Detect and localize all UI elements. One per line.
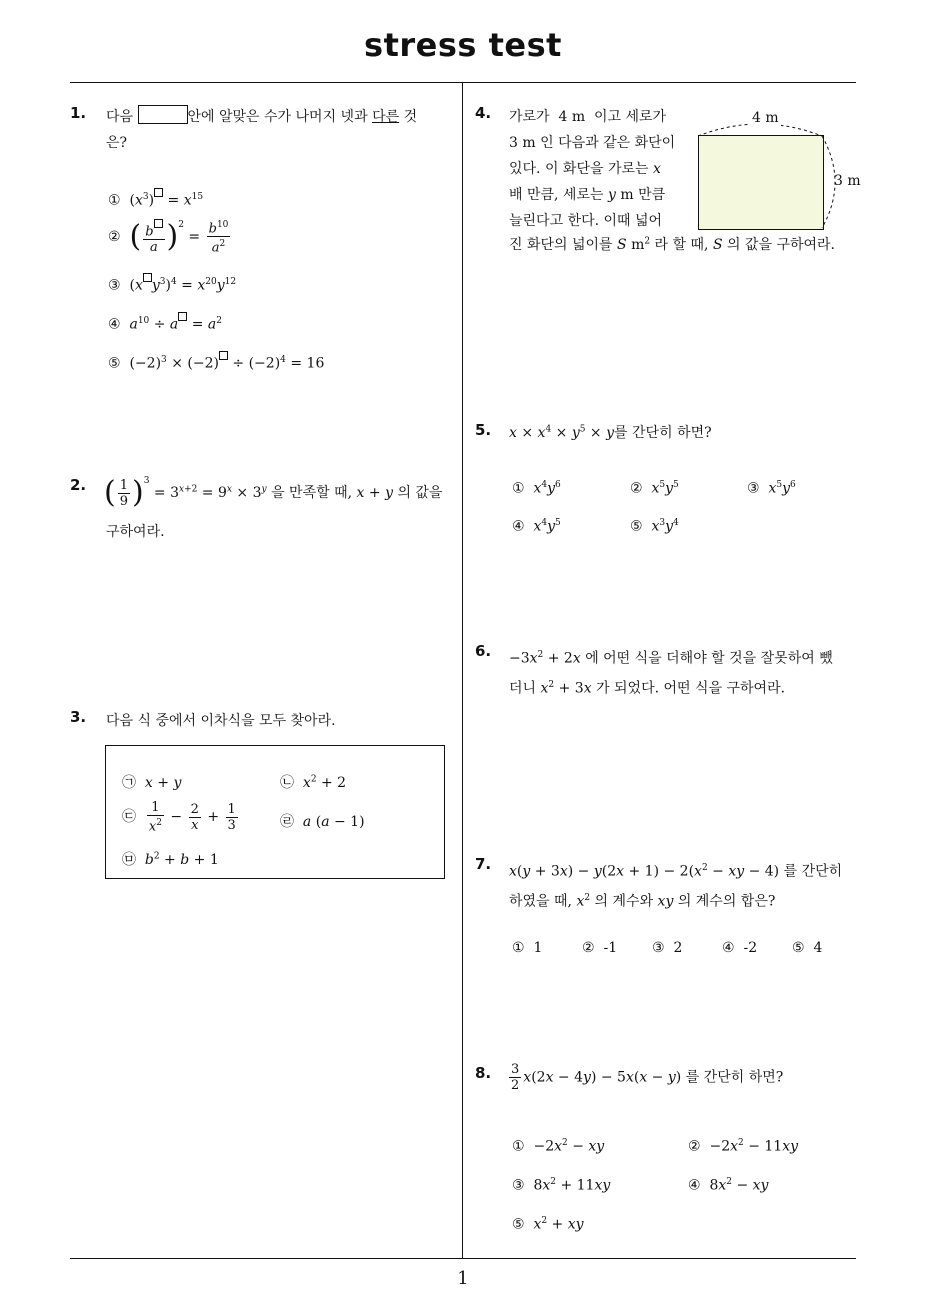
q8-option-1: ① $-2x^2$ − xy bbox=[512, 1138, 605, 1155]
q2-stem: ( $\frac{1}{9}$ )$^3 = 3^{x+2} = 9^x \times 3^y$ 을 만족할 때, x + y 의 값을 bbox=[104, 475, 443, 510]
q8-stem: $\frac{3}{2}$ x(2x − 4y) − 5x(x − y) 를 간단히 하면? bbox=[511, 1062, 784, 1093]
q2-stem-line2: 구하여라. bbox=[106, 524, 165, 540]
q4-stem: 가로가 4 m 이고 세로가 3 m 인 다음과 같은 화단이 있다. 이 화단을 가로는 x 배 만큼, 세로는 y m 만큼 늘린다고 한다. 이때 넓어 bbox=[509, 109, 676, 229]
q1-option-2: ② ( $\frac{b}{a}$ )$^2$ = $\frac{b^{10}}{a^2}$ bbox=[108, 218, 229, 256]
q1-number: 1. bbox=[70, 104, 87, 122]
q8-option-3: ③ $8x^2 + 11xy$ bbox=[512, 1177, 611, 1194]
page-number: 1 bbox=[457, 1268, 469, 1289]
q3-choice-2: ㉡ $x^2 + 2$ bbox=[280, 774, 347, 791]
q8-option-4: ④ $8x^2$ − xy bbox=[688, 1177, 769, 1194]
q3-choice-4: ㉣ a (a − 1) bbox=[280, 814, 365, 830]
q7-option-5: ⑤ 4 bbox=[792, 940, 823, 956]
q5-option-1: ① $x^4y^6$ bbox=[512, 480, 561, 497]
q4-height-label: 3 m bbox=[834, 173, 861, 189]
q5-option-2: ② $x^5y^5$ bbox=[630, 480, 679, 497]
q7-option-4: ④ -2 bbox=[722, 940, 758, 956]
q7-option-3: ③ 2 bbox=[652, 940, 683, 956]
q7-number: 7. bbox=[475, 855, 492, 873]
q8-number: 8. bbox=[475, 1064, 492, 1082]
q5-option-3: ③ $x^5y^6$ bbox=[747, 480, 796, 497]
column-divider bbox=[462, 83, 463, 1259]
q5-number: 5. bbox=[475, 421, 492, 439]
top-rule bbox=[70, 82, 856, 83]
q2-number: 2. bbox=[70, 476, 87, 494]
q3-choice-1: ㉠ x + y bbox=[122, 775, 182, 791]
q3-number: 3. bbox=[70, 708, 87, 726]
q4-stem-last: 진 화단의 넓이를 S $m^2$ 라 할 때, S 의 값을 구하여라. bbox=[509, 236, 836, 253]
q1-blank-box bbox=[138, 105, 188, 124]
q1-option-1: ① $(x^3) = x^{15}$ bbox=[108, 188, 203, 209]
q6-number: 6. bbox=[475, 642, 492, 660]
q1-option-3: ③ (x $y^3)^4 = x^{20}y^{12}$ bbox=[108, 273, 236, 294]
page-title: stress test bbox=[364, 26, 562, 64]
q1-option-5: ⑤ $(-2)^3 \times (-2) \div (-2)^4 = 16$ bbox=[108, 351, 324, 372]
q1-option-4: ④ $a^{10} \div a = a^2$ bbox=[108, 312, 222, 333]
q3-stem: 다음 식 중에서 이차식을 모두 찾아라. bbox=[106, 713, 336, 729]
q8-option-2: ② $-2x^2 - 11xy$ bbox=[688, 1138, 799, 1155]
q5-option-5: ⑤ $x^3y^4$ bbox=[630, 518, 679, 535]
bottom-rule bbox=[70, 1258, 856, 1259]
q3-choice-3: ㉢ $\frac{1}{x^2}$ − $\frac{2}{x}$ + $\frac{1}{3}$ bbox=[122, 800, 236, 835]
q5-stem: $x \times x^4 \times y^5 \times y$를 간단히 하면? bbox=[509, 424, 712, 441]
q8-option-5: ⑤ $x^2$ + xy bbox=[512, 1216, 584, 1233]
q7-option-2: ② -1 bbox=[582, 940, 618, 956]
q3-choice-5: ㉤ $b^2 + b + 1$ bbox=[122, 851, 219, 868]
q4-number: 4. bbox=[475, 104, 492, 122]
q6-stem: $-3x^2 + 2x$ 에 어떤 식을 더해야 할 것을 잘못하여 뺐 더니 $x^2 + 3x$ 가 되었다. 어떤 식을 구하여라. bbox=[509, 650, 833, 697]
q5-option-4: ④ $x^4y^5$ bbox=[512, 518, 561, 535]
q7-option-1: ① 1 bbox=[512, 940, 543, 956]
q7-stem: $x(y + 3x) - y(2x + 1) - 2(x^2$ − xy − 4) 를 간단히 하였을 때, $x^2$ 의 계수와 xy 의 계수의 합은? bbox=[509, 863, 843, 910]
q4-width-label: 4 m bbox=[752, 110, 779, 126]
q1-stem: 다음 안에 알맞은 수가 나머지 넷과 다른 것 은? bbox=[106, 104, 456, 156]
